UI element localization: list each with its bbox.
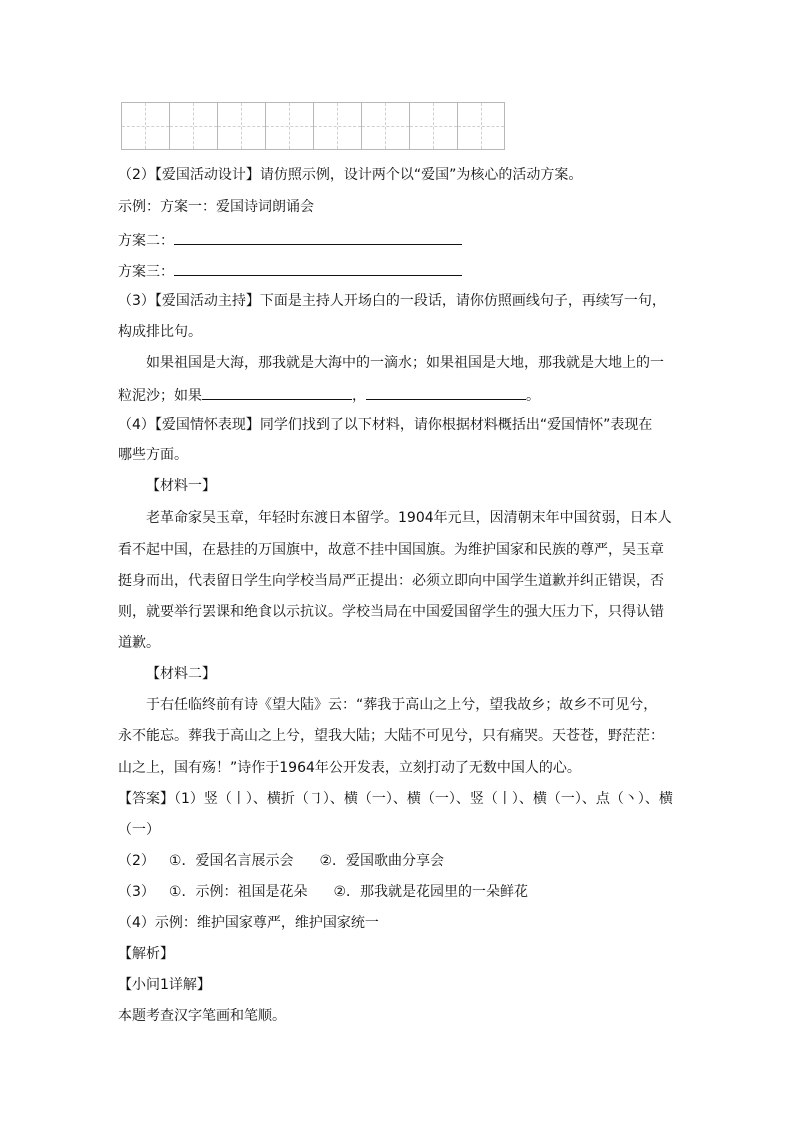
material2-heading: 【材料二】 (146, 666, 216, 682)
grid-cell (409, 102, 457, 150)
grid-cell (361, 102, 409, 150)
grid-cell (169, 102, 217, 150)
grid-cell (457, 102, 505, 150)
material2-line: 永不能忘。葬我于高山之上兮，望我大陆；大陆不可见兮，只有痛哭。天苍苍，野茫茫： (118, 728, 664, 744)
material2-line: 于右任临终前有诗《望大陆》云：“葬我于高山之上兮，望我故乡；故乡不可见兮， (146, 697, 658, 713)
analysis-text: 本题考查汉字笔画和笔顺。 (118, 1008, 286, 1024)
q2-plan2 (118, 229, 462, 251)
plan3-blank[interactable] (174, 260, 462, 276)
q4-title-2: 哪些方面。 (118, 447, 188, 463)
q3-para-2 (118, 384, 540, 406)
grid-cell (313, 102, 361, 150)
material1-line: 则，就要举行罢课和绝食以示抗议。学校当局在中国爱国留学生的强大压力下，只得认错 (118, 604, 664, 620)
q3-title-1: （3）【爱国活动主持】下面是主持人开场白的一段话，请你仿照画线句子，再续写一句， (118, 293, 666, 309)
material1-line: 老革命家吴玉章，年轻时东渡日本留学。1904年元旦，因清朝末年中国贫弱，日本人 (146, 510, 672, 526)
material1-heading: 【材料一】 (146, 478, 216, 494)
material2-line: 山之上，国有殇！”诗作于1964年公开发表，立刻打动了无数中国人的心。 (118, 760, 581, 776)
answer-3-opt2: ②．那我就是花园里的一朵鲜花 (333, 884, 529, 900)
answer-4: （4）示例：维护国家尊严，维护国家统一 (118, 915, 379, 931)
answer-2-opt2: ②．爱国歌曲分享会 (319, 853, 445, 869)
answer-3-opt1: ①．示例：祖国是花朵 (168, 884, 308, 900)
answer-2-opt1: ①．爱国名言展示会 (168, 853, 294, 869)
q2-title: （2）【爱国活动设计】请仿照示例，设计两个以“爱国”为核心的活动方案。 (118, 167, 583, 183)
writing-grid (121, 102, 505, 150)
grid-cell (217, 102, 265, 150)
q3-period: 。 (526, 388, 540, 404)
material1-line: 道歉。 (118, 635, 160, 651)
q3-para-2-prefix: 粒泥沙；如果 (118, 388, 202, 404)
q3-para-1: 如果祖国是大海，那我就是大海中的一滴水；如果祖国是大地，那我就是大地上的一 (146, 355, 664, 371)
q3-comma: ， (352, 388, 366, 404)
material1-line: 挺身而出，代表留日学生向学校当局严正提出：必须立即向中国学生道歉并纠正错误，否 (118, 573, 664, 589)
plan2-label: 方案二： (118, 233, 174, 249)
plan2-blank[interactable] (174, 229, 462, 245)
q3-title-2: 构成排比句。 (118, 324, 202, 340)
answer-2 (118, 851, 444, 871)
grid-cell (265, 102, 313, 150)
q2-example: 示例：方案一：爱国诗词朗诵会 (118, 199, 314, 215)
q3-blank-2[interactable] (366, 384, 526, 400)
material1-line: 看不起中国，在悬挂的万国旗中，故意不挂中国国旗。为维护国家和民族的尊严，吴玉章 (118, 542, 664, 558)
q3-blank-1[interactable] (202, 384, 352, 400)
analysis-sub-heading: 【小问1详解】 (118, 977, 211, 993)
plan3-label: 方案三： (118, 264, 174, 280)
answer-line-1: 【答案】（1）竖（丨）、横折（㇆）、横（一）、横（一）、竖（丨）、横（一）、点（丶）、横 (118, 791, 673, 807)
answer-3-num: （3） (118, 884, 155, 900)
q2-plan3 (118, 260, 462, 282)
answer-line-2: （一） (118, 822, 160, 838)
analysis-heading: 【解析】 (118, 946, 174, 962)
answer-3 (118, 882, 528, 902)
q4-title-1: （4）【爱国情怀表现】同学们找到了以下材料，请你根据材料概括出“爱国情怀”表现在 (118, 417, 653, 433)
answer-2-num: （2） (118, 853, 155, 869)
grid-cell (121, 102, 169, 150)
